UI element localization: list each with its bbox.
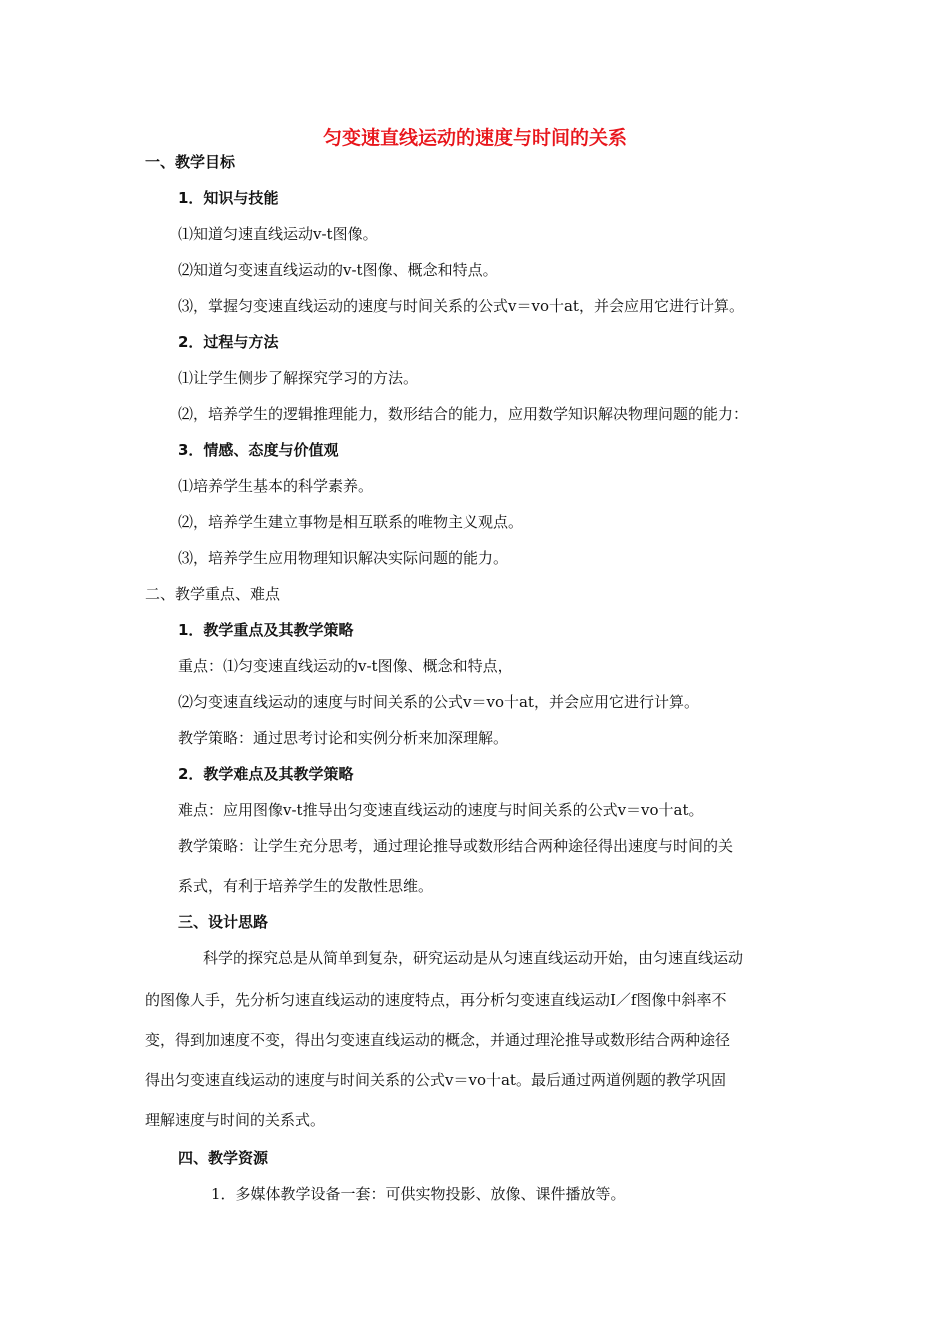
section-heading-key-points: 二、教学重点、难点 xyxy=(145,585,281,603)
subheading-difficulty-strategy: 2．教学难点及其教学策略 xyxy=(178,765,354,783)
key-point-line: ⑵匀变速直线运动的速度与时间关系的公式v＝vo十at，并会应用它进行计算。 xyxy=(178,693,699,711)
objective-item: ⑴培养学生基本的科学素养。 xyxy=(178,477,374,495)
difficulty-line: 难点：应用图像v-t推导出匀变速直线运动的速度与时间关系的公式v＝vo十at。 xyxy=(178,801,704,819)
subheading-key-points-strategy: 1．教学重点及其教学策略 xyxy=(178,621,354,639)
objective-item: ⑵知道匀变速直线运动的v-t图像、概念和特点。 xyxy=(178,261,498,279)
strategy-line: 教学策略：通过思考讨论和实例分析来加深理解。 xyxy=(178,729,509,747)
objective-item: ⑵，培养学生的逻辑推理能力，数形结合的能力，应用数学知识解决物理问题的能力： xyxy=(178,405,749,423)
document-title: 匀变速直线运动的速度与时间的关系 xyxy=(322,127,627,149)
objective-item: ⑶，掌握匀变速直线运动的速度与时间关系的公式v＝vo十at，并会应用它进行计算。 xyxy=(178,297,744,315)
objective-item: ⑴让学生侧步了解探究学习的方法。 xyxy=(178,369,419,387)
design-paragraph-line: 得出匀变速直线运动的速度与时间关系的公式v＝vo十at。最后通过两道例题的教学巩固 xyxy=(145,1071,726,1089)
objective-item: ⑵，培养学生建立事物是相互联系的唯物主义观点。 xyxy=(178,513,524,531)
resource-item: 1．多媒体教学设备一套：可供实物投影、放像、课件播放等。 xyxy=(211,1185,626,1203)
subheading-process-method: 2．过程与方法 xyxy=(178,333,279,351)
design-paragraph-line: 科学的探究总是从简单到复杂，研究运动是从匀速直线运动开始，由匀速直线运动 xyxy=(203,949,744,967)
subheading-knowledge-skills: 1．知识与技能 xyxy=(178,189,279,207)
design-paragraph-line: 的图像人手，先分析匀速直线运动的速度特点，再分析匀变速直线运动I／f图像中斜率不 xyxy=(145,991,727,1009)
section-heading-objectives: 一、教学目标 xyxy=(145,153,236,171)
design-paragraph-line: 理解速度与时间的关系式。 xyxy=(145,1111,326,1129)
strategy-line: 系式，有利于培养学生的发散性思维。 xyxy=(178,877,434,895)
section-heading-design: 三、设计思路 xyxy=(178,913,269,931)
objective-item: ⑶，培养学生应用物理知识解决实际问题的能力。 xyxy=(178,549,509,567)
objective-item: ⑴知道匀速直线运动v-t图像。 xyxy=(178,225,378,243)
design-paragraph-line: 变，得到加速度不变，得出匀变速直线运动的概念，并通过理沦推导或数形结合两种途径 xyxy=(145,1031,731,1049)
section-heading-resources: 四、教学资源 xyxy=(178,1149,269,1167)
subheading-emotion-values: 3．情感、态度与价值观 xyxy=(178,441,339,459)
strategy-line: 教学策略：让学生充分思考，通过理论推导或数形结合两种途径得出速度与时间的关 xyxy=(178,837,734,855)
key-point-line: 重点：⑴匀变速直线运动的v-t图像、概念和特点， xyxy=(178,657,513,675)
